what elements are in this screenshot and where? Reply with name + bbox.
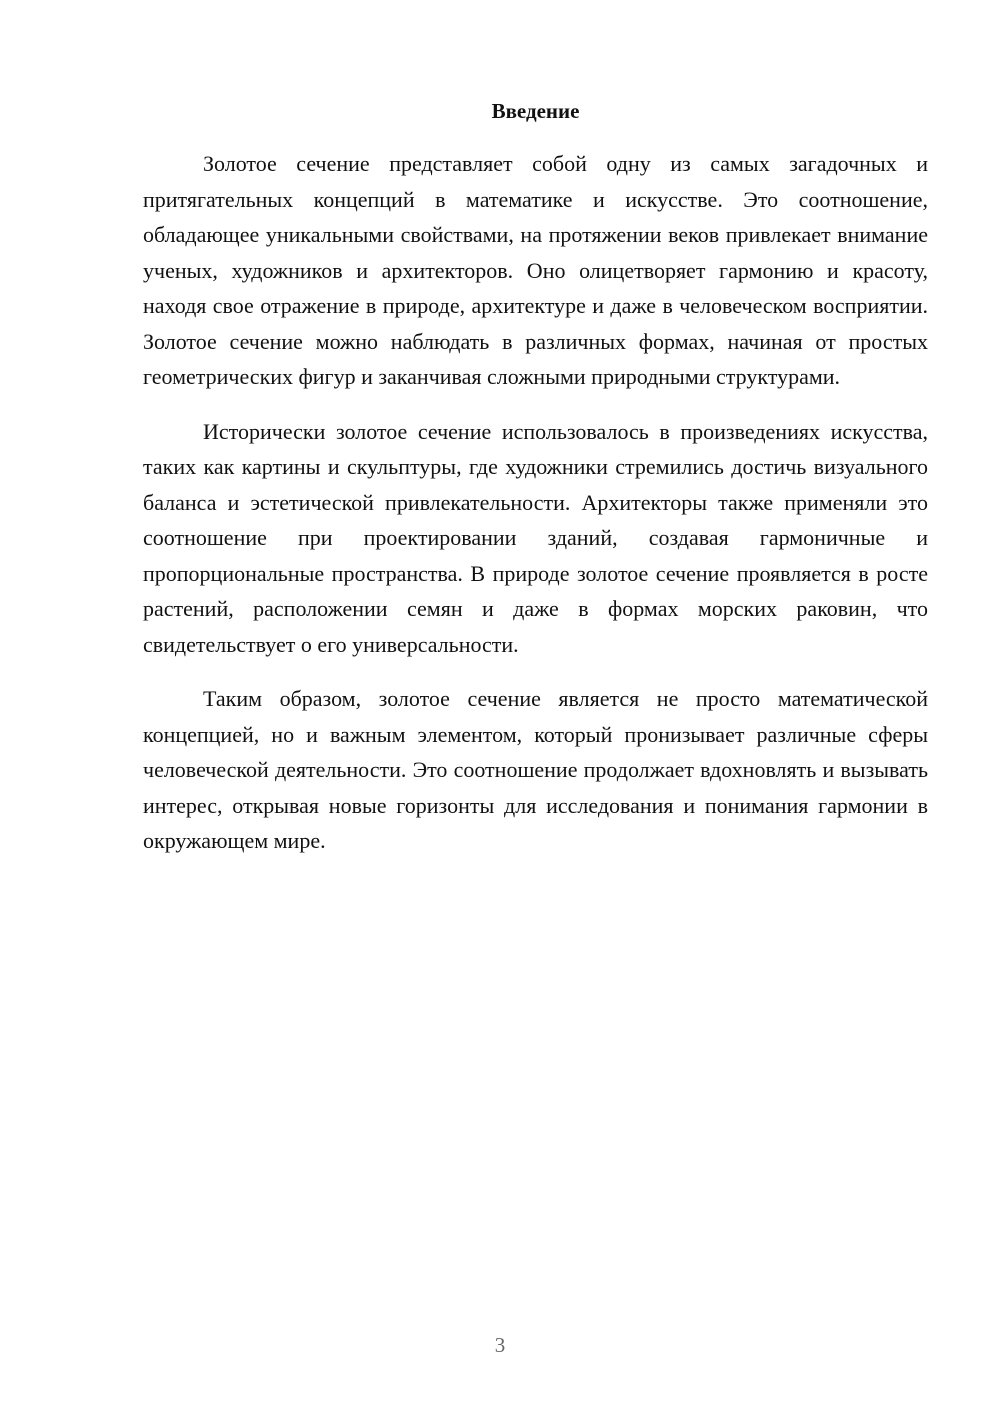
- paragraph-2: Исторически золотое сечение использовалось в произведениях искусства, таких как картины и скульптуры, где художники стремились достичь визуального баланса и эстетической привлекательности. Архитекторы также применяли это соотношение при проектировании зданий, создавая гармоничные и пропорциональные пространства. В природе золотое сечение проявляется в росте растений, расположении семян и даже в формах морских раковин, что свидетельствует о его универсальности.: [143, 418, 928, 657]
- document-body: [143, 96, 928, 878]
- paragraph-3: Таким образом, золотое сечение является не просто математической концепцией, но и важным элементом, который пронизывает различные сферы человеческой деятельности. Это соотношение продолжает вдохновлять и вызывать интерес, открывая новые горизонты для исследования и понимания гармонии в окружающем мире.: [143, 686, 928, 853]
- section-title: Введение: [491, 99, 580, 123]
- paragraph-1: Золотое сечение представляет собой одну из самых загадочных и притягательных концепций в математике и искусстве. Это соотношение, обладающее уникальными свойствами, на протяжении веков привлекает внимание ученых, художников и архитекторов. Оно олицетворяет гармонию и красоту, находя свое отражение в природе, архитектуре и даже в человеческом восприятии. Золотое сечение можно наблюдать в различных формах, начиная от простых геометрических фигур и заканчивая сложными природными структурами.: [143, 151, 928, 389]
- page-number: 3: [494, 1333, 506, 1357]
